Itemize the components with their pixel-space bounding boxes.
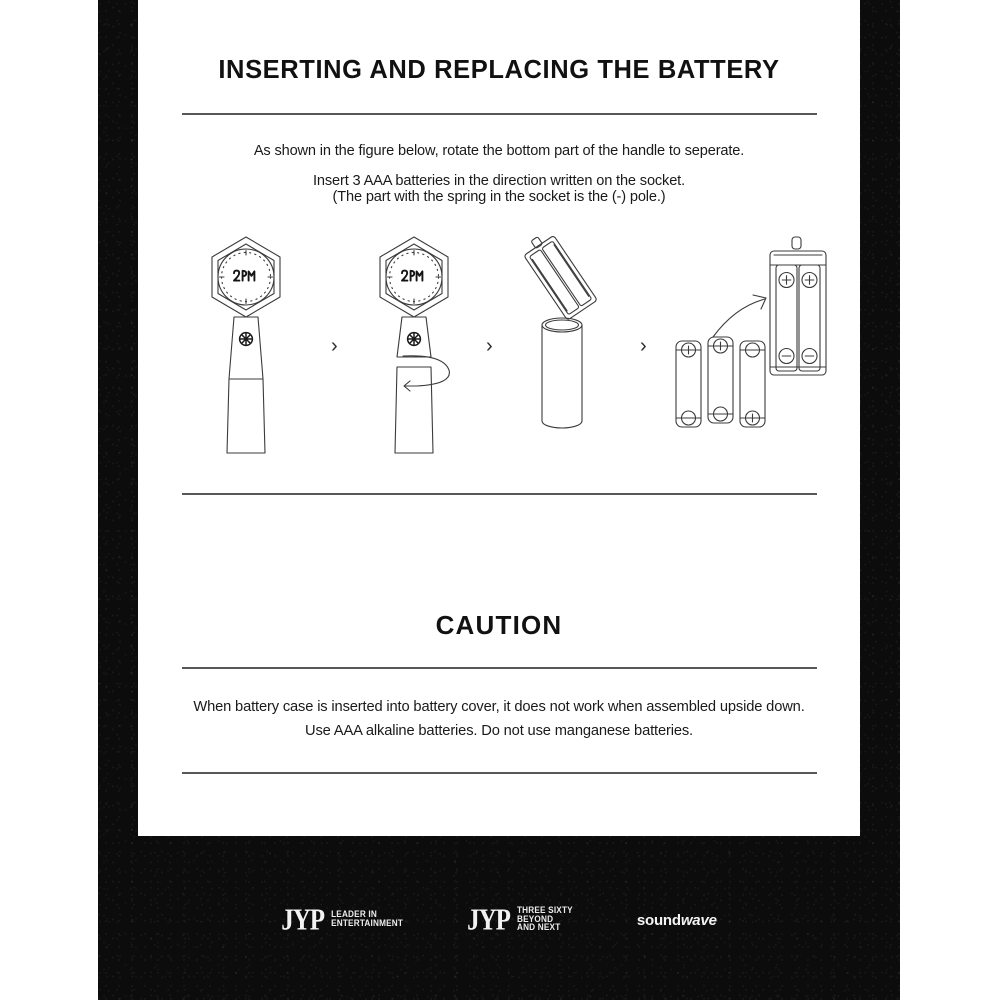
step-separator-3: ›: [640, 335, 647, 357]
step-separator-2: ›: [486, 335, 493, 357]
jyp-entertainment-logo: [281, 903, 404, 937]
soundwave-logo: [637, 912, 717, 929]
divider-under-caution-title: [182, 667, 817, 669]
battery-insertion-diagram: [168, 225, 830, 475]
step-separator-1: ›: [331, 335, 338, 357]
aaa-battery-3: [740, 341, 765, 427]
jyp-three-sixty-tagline: [517, 907, 573, 933]
jyp-wordmark-icon-2: JYP: [467, 903, 510, 937]
jyp-wordmark-icon: JYP: [281, 903, 325, 937]
step-1-lightstick-assembled: [212, 237, 280, 453]
insertion-arrow: [713, 299, 765, 337]
intro-line-3: (The part with the spring in the socket is the (-) pole.): [332, 189, 666, 205]
intro-line-1: As shown in the figure below, rotate the bottom part of the handle to seperate.: [253, 143, 745, 159]
rotation-arrowhead: [404, 381, 417, 391]
page-title-battery: INSERTING AND REPLACING THE BATTERY: [218, 56, 780, 84]
caution-line-2: Use AAA alkaline batteries. Do not use manganese batteries.: [305, 723, 693, 739]
soundwave-text-italic: wave: [680, 911, 717, 929]
divider-under-title: [182, 113, 817, 115]
page-title-caution: CAUTION: [435, 610, 563, 640]
loaded-battery-case: [770, 237, 826, 375]
manual-page-sheet: [138, 0, 860, 836]
divider-bottom: [182, 772, 817, 774]
aaa-battery-1: [676, 341, 701, 427]
step-3-battery-case-and-cover: [519, 229, 597, 428]
footer-logo-strip: [98, 892, 900, 948]
aaa-battery-2: [708, 337, 733, 423]
step-4-batteries-into-case: [676, 237, 826, 427]
jyp-entertainment-line-1: LEADER IN: [331, 909, 378, 920]
jyp-three-sixty-logo: [467, 903, 573, 937]
jyp-entertainment-tagline: [331, 911, 403, 928]
step-2-lightstick-rotating: [380, 237, 449, 453]
three-sixty-line-1: THREE SIXTY: [516, 905, 573, 916]
soundwave-text-bold: sound: [636, 911, 681, 929]
intro-line-2: Insert 3 AAA batteries in the direction written on the socket.: [313, 173, 685, 189]
caution-line-1: When battery case is inserted into battery cover, it does not work when assembled upside down.: [193, 699, 805, 715]
jyp-entertainment-line-2: ENTERTAINMENT: [331, 918, 404, 929]
three-sixty-line-2: BEYOND: [516, 914, 554, 925]
divider-under-diagram: [182, 493, 817, 495]
three-sixty-line-3: AND NEXT: [516, 922, 561, 933]
